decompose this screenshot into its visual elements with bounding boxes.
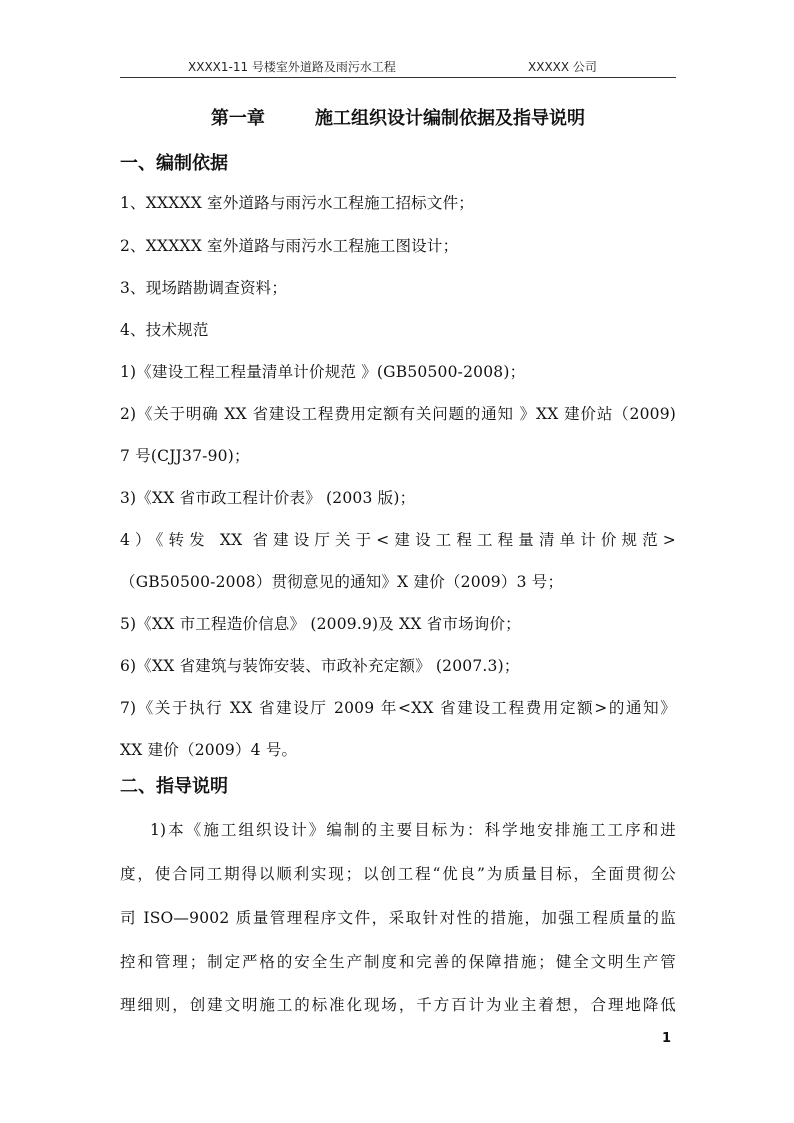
basis-line-6: 2)《关于明确 XX 省建设工程费用定额有关问题的通知 》XX 建价站（2009) <box>120 405 676 423</box>
header-company-name: XXXXX 公司 <box>528 60 597 74</box>
basis-line-10: （GB50500-2008）贯彻意见的通知》X 建价（2009）3 号； <box>120 573 564 591</box>
section-heading-guidance: 二、指导说明 <box>120 776 228 797</box>
basis-line-1: 1、XXXXX 室外道路与雨污水工程施工招标文件； <box>120 194 474 212</box>
basis-line-12: 6)《XX 省建筑与装饰安装、市政补充定额》 (2007.3)； <box>120 657 520 675</box>
basis-line-3: 3、现场踏勘调查资料； <box>120 279 288 297</box>
section-heading-basis: 一、编制依据 <box>120 153 228 174</box>
guidance-line-3: 司 ISO—9002 质量管理程序文件，采取针对性的措施，加强工程质量的监 <box>120 909 676 927</box>
basis-line-14: XX 建价（2009）4 号。 <box>120 741 298 759</box>
basis-line-7: 7 号(CJJ37-90)； <box>120 447 250 465</box>
basis-line-9: 4）《转发 XX 省建设厅关于<建设工程工程量清单计价规范> <box>120 531 676 549</box>
guidance-line-1: 1)本《施工组织设计》编制的主要目标为：科学地安排施工工序和进 <box>150 821 676 839</box>
chapter-title: 第一章 施工组织设计编制依据及指导说明 <box>210 108 586 129</box>
guidance-line-4: 控和管理；制定严格的安全生产制度和完善的保障措施；健全文明生产管 <box>120 953 676 971</box>
basis-line-13: 7)《关于执行 XX 省建设厅 2009 年<XX 省建设工程费用定额>的通知》 <box>120 699 676 717</box>
basis-line-11: 5)《XX 市工程造价信息》 (2009.9)及 XX 省市场询价； <box>120 615 521 633</box>
basis-line-8: 3)《XX 省市政工程计价表》 (2003 版)； <box>120 489 416 507</box>
basis-line-4: 4、技术规范 <box>120 321 209 339</box>
page-number: 1 <box>662 1031 672 1046</box>
guidance-line-2: 度，使合同工期得以顺利实现；以创工程“优良”为质量目标，全面贯彻公 <box>120 865 676 883</box>
basis-line-2: 2、XXXXX 室外道路与雨污水工程施工图设计； <box>120 237 459 255</box>
guidance-line-5: 理细则，创建文明施工的标准化现场，千方百计为业主着想，合理地降低 <box>120 996 676 1014</box>
header-project-name: XXXX1-11 号楼室外道路及雨污水工程 <box>188 60 396 74</box>
basis-line-5: 1)《建设工程工程量清单计价规范 》(GB50500-2008)； <box>120 363 526 381</box>
page-header <box>120 55 676 78</box>
